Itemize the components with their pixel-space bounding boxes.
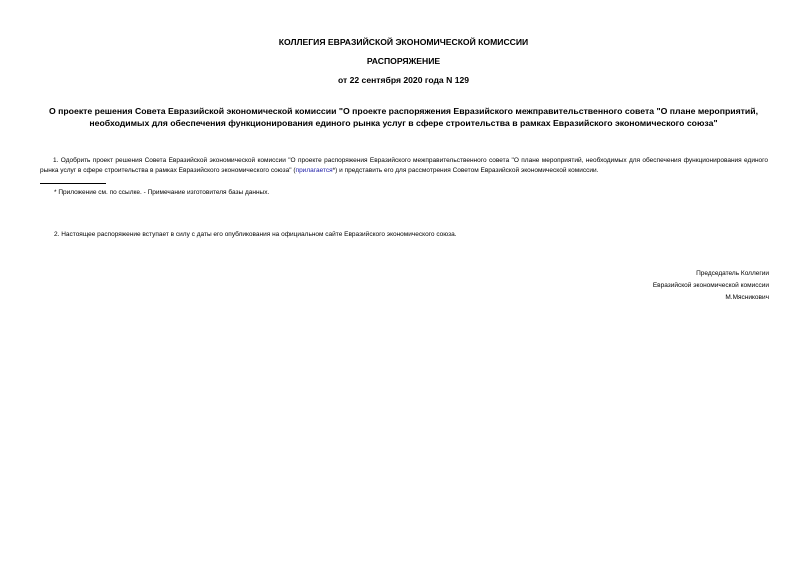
date-number-heading: от 22 сентября 2020 года N 129	[337, 75, 470, 85]
paragraph-1-text-start: 1. Одобрить проект решения Совета Евразийской экономической комиссии "О проекте распоряжения Евразийского межправительственного совета "О плане мероприятий, необходимых для обеспечения функционирования единого рынка услуг в сфере строительства в рамках Евразийского экономического союза" (	[40, 157, 768, 174]
paragraph-1	[40, 156, 768, 176]
signature-block	[653, 268, 769, 304]
document-title: О проекте решения Совета Евразийской экономической комиссии "О проекте распоряжения Евразийского межправительственного совета "О плане мероприятий, необходимых для обеспечения функционирования единого рынка услуг в сфере строительства в рамках Евразийского экономического союза"	[48, 106, 759, 128]
attachment-link[interactable]: прилагается	[295, 167, 333, 174]
footnote-divider	[40, 183, 106, 184]
signature-position-line-2: Евразийской экономической комиссии	[652, 282, 769, 289]
paragraph-2: 2. Настоящее распоряжение вступает в силу с даты его опубликования на официальном сайте Евразийского экономического союза.	[54, 231, 457, 238]
document-type-heading: РАСПОРЯЖЕНИЕ	[366, 56, 441, 66]
signature-name: М.Мясникович	[725, 294, 769, 301]
signature-position-line-1: Председатель Коллегии	[696, 270, 769, 277]
paragraph-1-text-end: *) и представить его для рассмотрения Советом Евразийской экономической комиссии.	[332, 167, 599, 174]
issuer-heading: КОЛЛЕГИЯ ЕВРАЗИЙСКОЙ ЭКОНОМИЧЕСКОЙ КОМИССИИ	[278, 37, 529, 47]
footnote: * Приложение см. по ссылке. - Примечание изготовителя базы данных.	[54, 189, 270, 196]
